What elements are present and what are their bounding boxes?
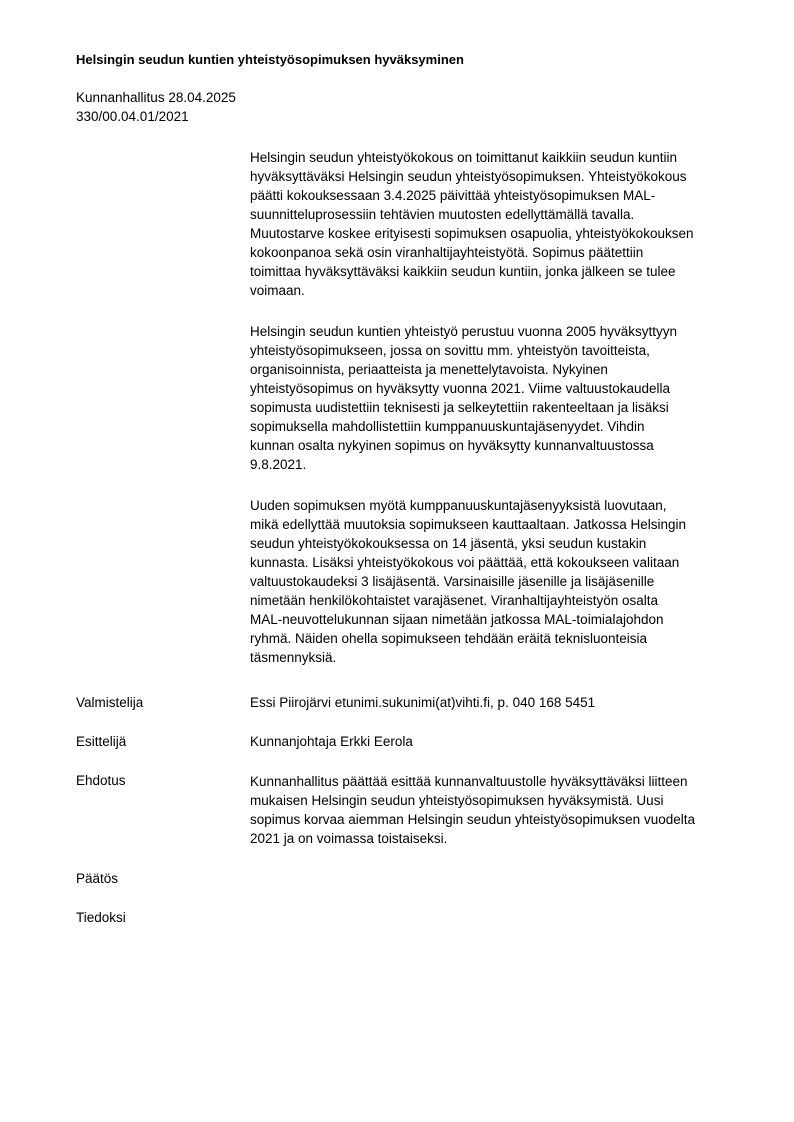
paragraph-line: kunnan osalta nykyinen sopimus on hyväksytty kunnanvaltuustossa: [250, 438, 654, 453]
paragraph-line: suunnitteluprosessiin tehtävien muutosten edellyttämällä tavalla.: [250, 207, 635, 222]
ehdotus-line: sopimus korvaa aiemman Helsingin seudun yhteistyösopimuksen vuodelta: [250, 812, 695, 827]
paragraph-line: voimaan.: [250, 283, 305, 298]
paragraph-1: [250, 148, 740, 300]
valmistelija-label: Valmistelija: [76, 695, 144, 710]
ehdotus-line: mukaisen Helsingin seudun yhteistyösopimuksen hyväksymistä. Uusi: [250, 793, 664, 808]
paragraph-3: [250, 496, 740, 667]
paragraph-line: täsmennyksiä.: [250, 650, 337, 665]
paragraph-line: hyväksyttäväksi Helsingin seudun yhteistyösopimuksen. Yhteistyökokous: [250, 169, 687, 184]
document-title: Helsingin seudun kuntien yhteistyösopimuksen hyväksyminen: [76, 52, 464, 67]
paragraph-line: yhteistyösopimus on hyväksytty vuonna 2021. Viime valtuustokaudella: [250, 381, 670, 396]
paragraph-line: mikä edellyttää muutoksia sopimukseen kauttaaltaan. Jatkossa Helsingin: [250, 517, 686, 532]
paragraph-line: kokoonpanoa sekä osin viranhaltijayhteistyötä. Sopimus päätettiin: [250, 245, 644, 260]
record-number: 330/00.04.01/2021: [76, 109, 189, 124]
paragraph-line: nimetään henkilökohtaistet varajäsenet. Viranhaltijayhteistyön osalta: [250, 593, 658, 608]
paragraph-line: sopimusta uudistettiin teknisesti ja selkeytettiin rakenteeltaan ja lisäksi: [250, 400, 669, 415]
meeting-info: Kunnanhallitus 28.04.2025: [76, 90, 236, 105]
paragraph-line: seudun yhteistyökokouksessa on 14 jäsentä, yksi seudun kustakin: [250, 536, 647, 551]
paragraph-line: toimittaa hyväksyttäväksi kaikkiin seudun kuntiin, jonka jälkeen se tulee: [250, 264, 676, 279]
paragraph-line: Uuden sopimuksen myötä kumppanuuskuntajäsenyyksistä luovutaan,: [250, 498, 667, 513]
ehdotus-text: [250, 772, 740, 848]
paragraph-line: Muutostarve koskee erityisesti sopimuksen osapuolia, yhteistyökokouksen: [250, 226, 694, 241]
paragraph-line: kunnasta. Lisäksi yhteistyökokous voi päättää, että kokoukseen valitaan: [250, 555, 680, 570]
esittelija-value: Kunnanjohtaja Erkki Eerola: [250, 734, 413, 749]
paragraph-line: Helsingin seudun kuntien yhteistyö perustuu vuonna 2005 hyväksyttyyn: [250, 324, 678, 339]
paragraph-line: ryhmä. Näiden ohella sopimukseen tehdään eräitä teknisluonteisia: [250, 631, 647, 646]
ehdotus-line: Kunnanhallitus päättää esittää kunnanvaltuustolle hyväksyttäväksi liitteen: [250, 774, 688, 789]
paragraph-line: Helsingin seudun yhteistyökokous on toimittanut kaikkiin seudun kuntiin: [250, 150, 677, 165]
paragraph-line: 9.8.2021.: [250, 457, 307, 472]
paragraph-line: valtuustokaudeksi 3 lisäjäsentä. Varsinaisille jäsenille ja lisäjäsenille: [250, 574, 655, 589]
paragraph-line: MAL-neuvottelukunnan sijaan nimetään jatkossa MAL-toimialajohdon: [250, 612, 664, 627]
tiedoksi-label: Tiedoksi: [76, 910, 126, 925]
ehdotus-label: Ehdotus: [76, 773, 126, 788]
valmistelija-value: Essi Piirojärvi etunimi.sukunimi(at)vihti.fi, p. 040 168 5451: [250, 695, 596, 710]
paragraph-line: päätti kokouksessaan 3.4.2025 päivittää yhteistyösopimuksen MAL-: [250, 188, 656, 203]
paragraph-line: yhteistyösopimukseen, jossa on sovittu mm. yhteistyön tavoitteista,: [250, 343, 650, 358]
paragraph-line: organisoinnista, periaatteista ja menettelytavoista. Nykyinen: [250, 362, 608, 377]
paatos-label: Päätös: [76, 871, 119, 886]
ehdotus-line: 2021 ja on voimassa toistaiseksi.: [250, 831, 448, 846]
esittelija-label: Esittelijä: [76, 734, 127, 749]
paragraph-2: [250, 322, 740, 474]
paragraph-line: sopimuksella mahdollistettiin kumppanuuskuntajäsenyydet. Vihdin: [250, 419, 645, 434]
